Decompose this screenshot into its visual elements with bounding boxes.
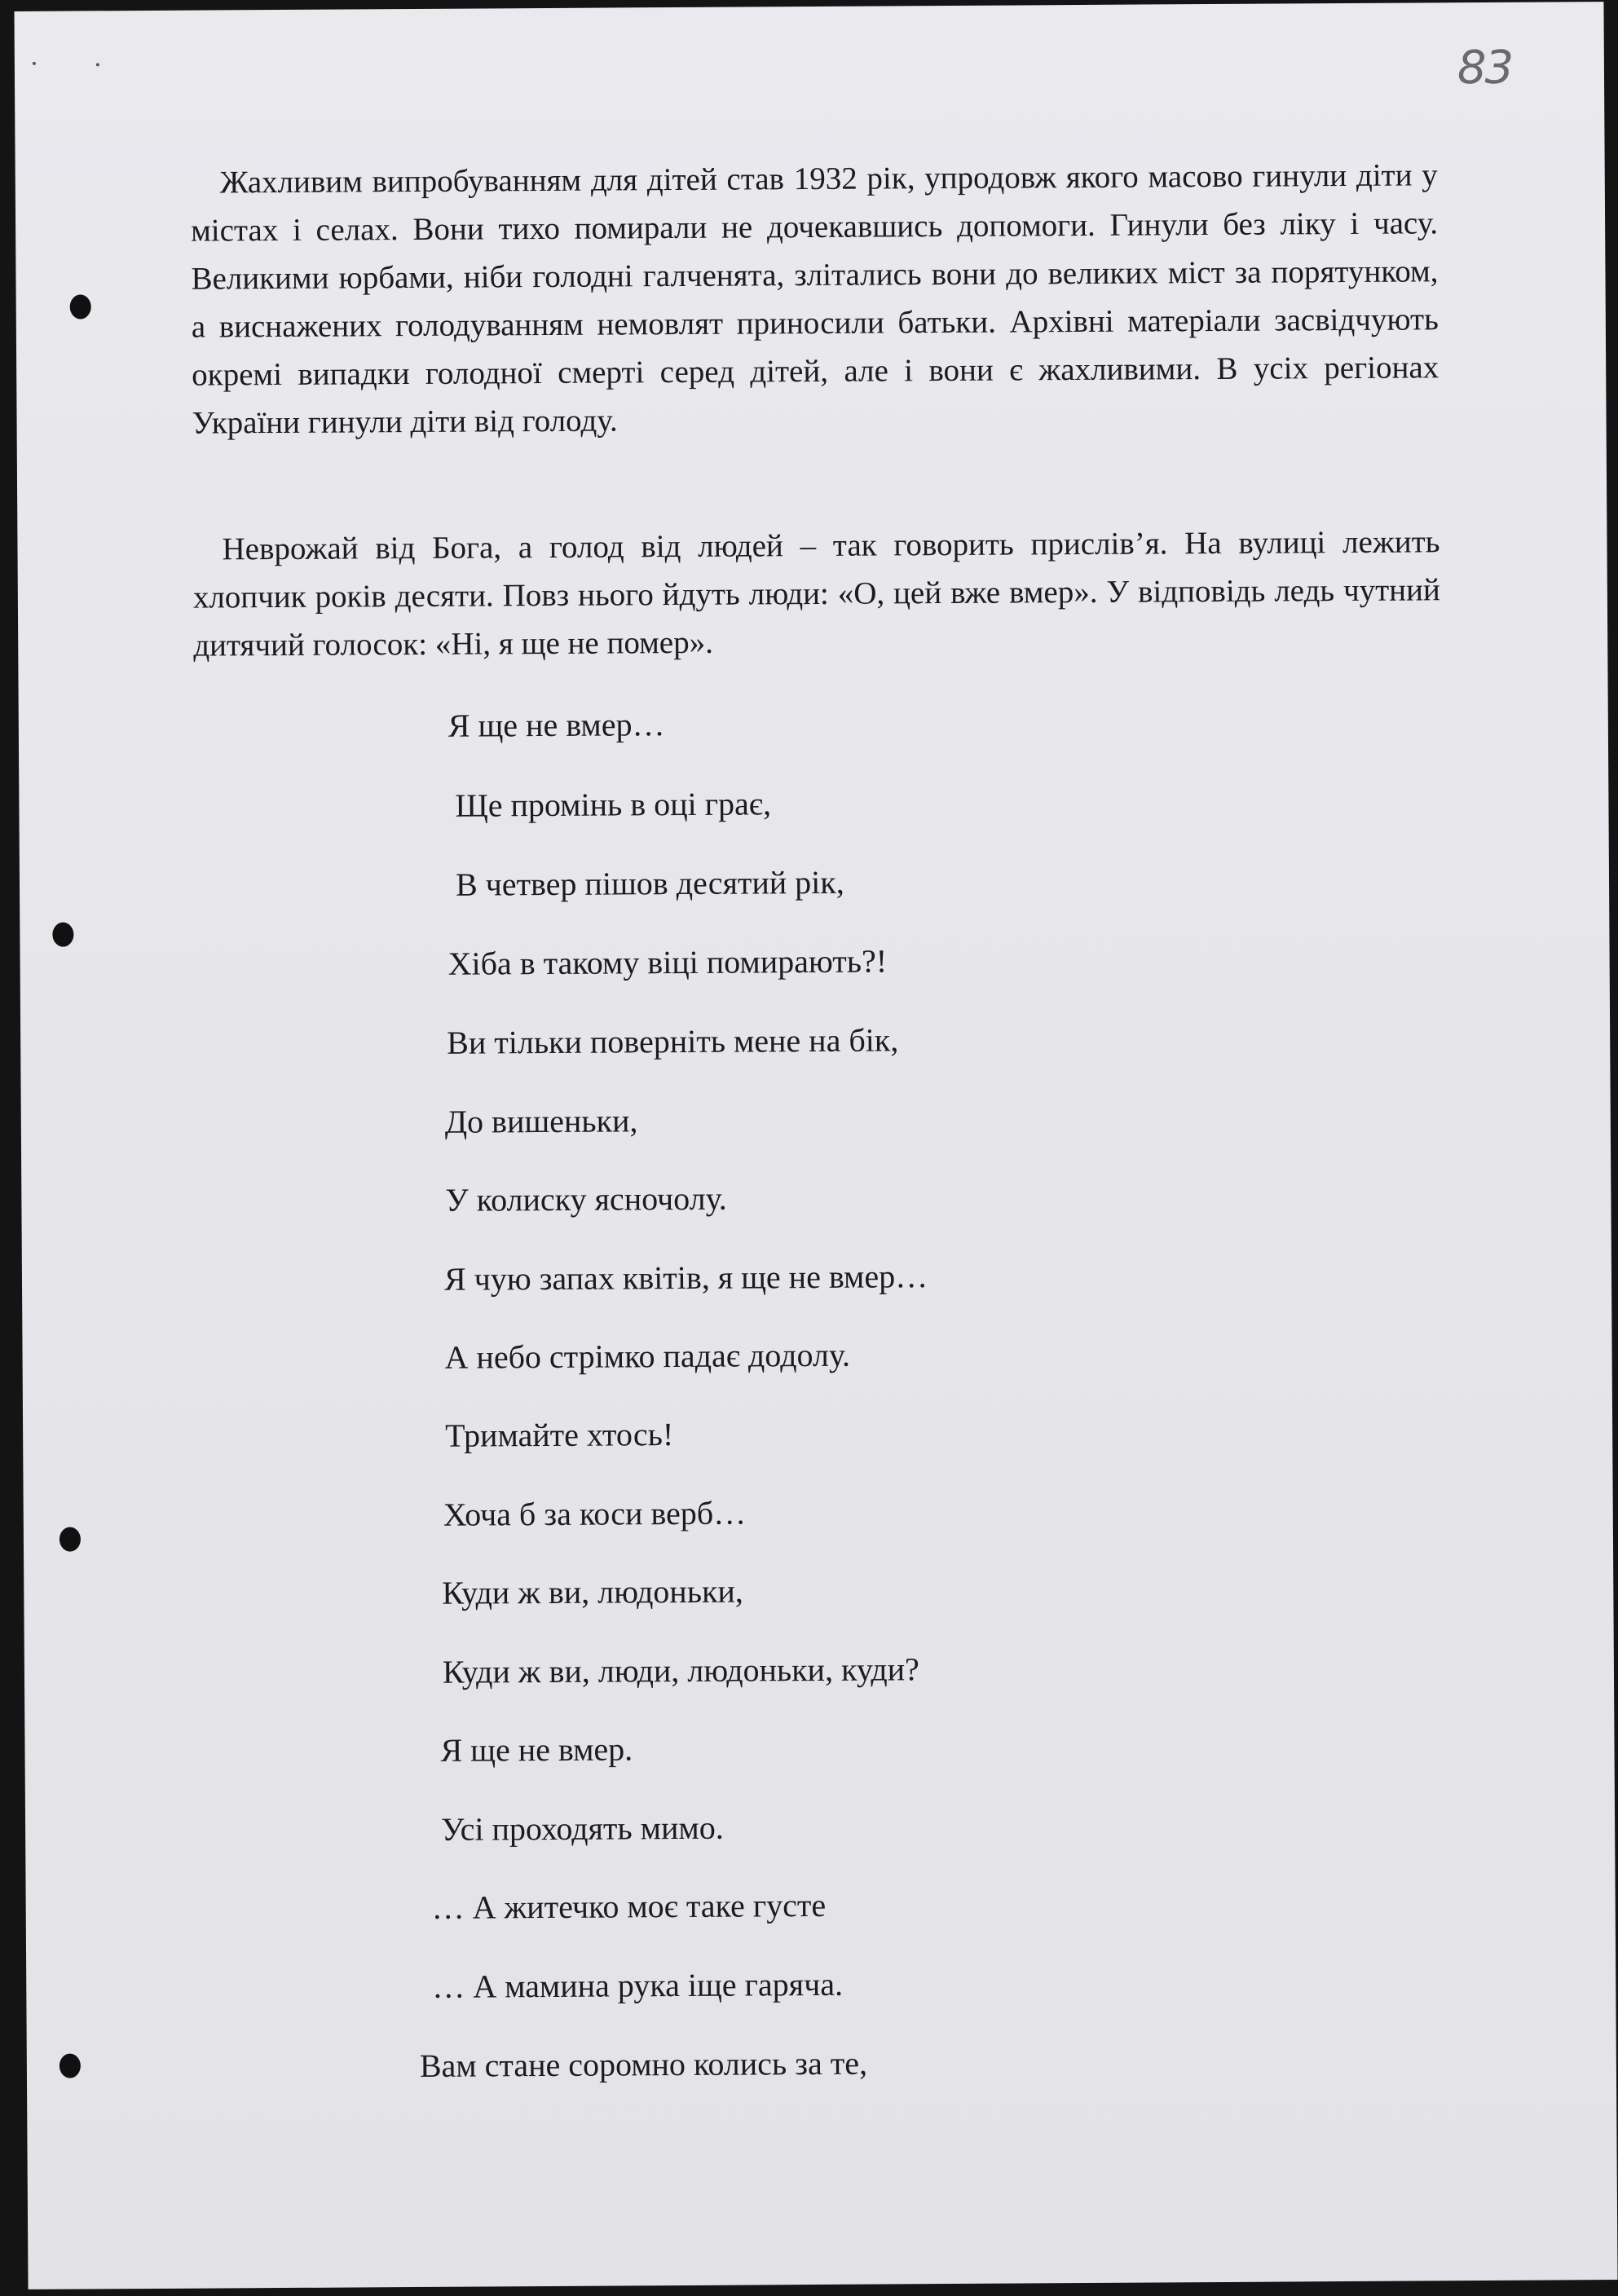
- poem-line: До вишеньки,: [444, 1102, 638, 1140]
- punch-hole: [60, 1527, 81, 1552]
- poem-line: Усі проходять мимо.: [440, 1809, 724, 1848]
- poem-line: Куди ж ви, люди, людоньки, куди?: [442, 1650, 919, 1690]
- poem-line: Вам стане соромно колись за те,: [419, 2044, 868, 2084]
- paragraph-2: Неврожай від Бога, а голод від людей – так говорить прислів’я. На вулиці лежить хлопчик років десяти. Повз нього йдуть люди: «О, цей вже вмер». У відповідь ледь чутний дитячий голосок: «Ні, я ще не помер».: [192, 524, 1440, 663]
- scan-speck: [33, 62, 36, 65]
- document-page: [14, 2, 1617, 2289]
- poem-line: Хоча б за коси верб…: [443, 1494, 747, 1533]
- poem-line: Ви тільки поверніть мене на бік,: [447, 1021, 899, 1061]
- poem-line: Тримайте хтось!: [445, 1416, 674, 1454]
- punch-hole: [70, 294, 91, 319]
- poem-line: Я ще не вмер.: [440, 1730, 633, 1769]
- poem-line: Хіба в такому віці помирають?!: [447, 942, 888, 982]
- punch-hole: [60, 2054, 81, 2078]
- poem-line: У колиску ясночолу.: [445, 1179, 727, 1219]
- poem-line: Я ще не вмер…: [447, 706, 665, 744]
- poem-line: А небо стрімко падає додолу.: [444, 1336, 851, 1376]
- poem-line: Я чую запах квітів, я ще не вмер…: [443, 1258, 928, 1298]
- poem-line: … А житечко моє таке густе: [431, 1886, 827, 1926]
- poem-line: Ще промінь в оці грає,: [455, 785, 772, 824]
- poem-line: Куди ж ви, людоньки,: [442, 1572, 743, 1611]
- paragraph-1: Жахливим випробуванням для дітей став 1932 рік, упродовж якого масово гинули діти у містах і селах. Вони тихо помирали не дочекавшись допомоги. Гинули без ліку і часу. Великими юрбами, ніби голодні галченята, злітались вони до великих міст за порятунком, а виснажених голодуванням немовлят приносили батьки. Архівні матеріали засвідчують окремі випадки голодної смерті серед дітей, але і вони є жахливими. В усіх регіонах України гинули діти від голоду.: [190, 157, 1439, 441]
- poem-line: В четвер пішов десятий рік,: [455, 863, 844, 903]
- scan-speck: [96, 63, 99, 66]
- poem-line: … А мамина рука іще гаряча.: [432, 1965, 844, 2005]
- punch-hole: [52, 923, 73, 947]
- page-number: 83: [1457, 41, 1513, 95]
